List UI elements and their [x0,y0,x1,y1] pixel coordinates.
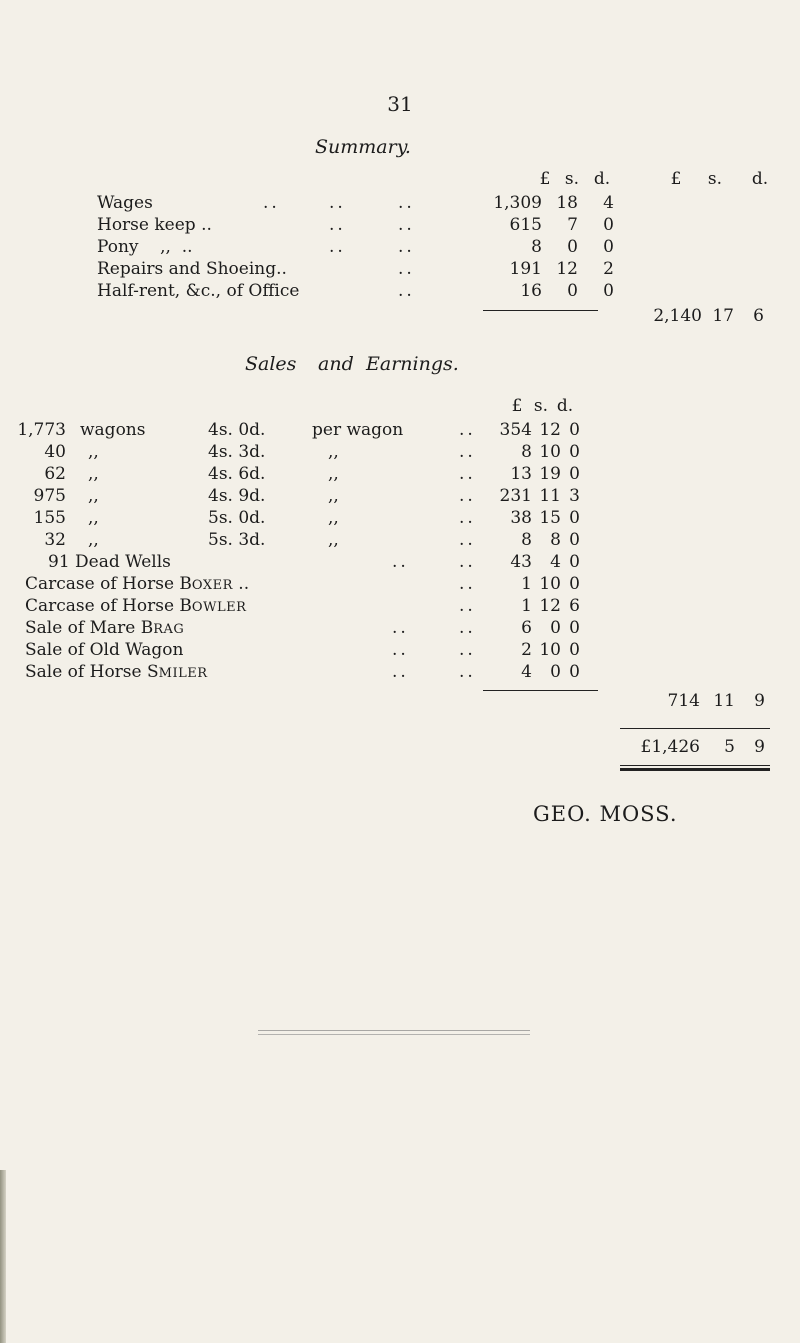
summary-pounds: 8 [531,237,542,257]
wagon-price: 4s. 0d. [208,420,266,440]
sales-subtotal-pence: 9 [754,691,765,711]
sales-pence: 0 [569,640,580,660]
horse-name-rest: RAG [153,622,185,637]
misc-label-text: Carcase of Horse [25,574,180,594]
summary-pence: 0 [603,281,614,301]
summary-total-pence: 6 [753,306,764,326]
ditto-mark: ,, [328,486,339,506]
wagon-count: 975 [33,486,66,506]
page-number: 31 [387,92,413,116]
sales-pounds: 354 [499,420,532,440]
sales-pounds: 1 [521,574,532,594]
horse-name-initial: S [147,662,159,682]
summary-total-shillings: 17 [712,306,734,326]
wagon-per: per wagon [312,420,404,440]
leader-dots: .. [459,662,476,682]
horse-name-initial: B [140,618,154,638]
leader-dots: .. [398,259,415,279]
sales-shillings: 4 [550,552,561,572]
ditto-mark: ,, [88,486,99,506]
horse-name-rest: OWLER [191,600,247,615]
ditto-mark: ,, [328,530,339,550]
wagon-price: 4s. 6d. [208,464,266,484]
leader-dots: .. [459,508,476,528]
summary-row-label: Repairs and Shoeing.. [97,259,287,279]
summary-row-label: Wages [97,193,153,213]
wagon-count: 32 [44,530,66,550]
grand-total-rule [620,728,770,729]
summary-row-label: Pony ,, .. [97,237,193,257]
summary-header-pence: d. [593,169,611,189]
summary-total-header-pence: d. [751,169,769,189]
sales-rule [483,690,598,691]
stray-rule [258,1030,530,1031]
sales-shillings: 12 [539,420,561,440]
sales-pounds: 8 [521,442,532,462]
sales-pence: 0 [569,618,580,638]
summary-total-header-shillings: s. [707,169,723,189]
sales-shillings: 10 [539,574,561,594]
sales-pounds: 2 [521,640,532,660]
summary-pence: 0 [603,215,614,235]
misc-label-dots: .. [232,574,250,594]
leader-dots: .. [392,552,409,572]
sales-shillings: 0 [550,618,561,638]
summary-pounds: 191 [509,259,542,279]
leader-dots: .. [398,193,415,213]
misc-label-text: Sale of Mare [25,618,141,638]
sales-title-word: and [318,353,354,375]
leader-dots: .. [459,596,476,616]
wagon-count: 62 [44,464,66,484]
sales-shillings: 19 [539,464,561,484]
summary-pounds: 1,309 [493,193,542,213]
summary-row-label: Horse keep .. [97,215,212,235]
grand-total-shillings: 5 [724,737,735,757]
ditto-mark: ,, [328,442,339,462]
summary-header-pounds: £ [539,169,551,189]
stray-rule [258,1034,530,1035]
summary-pence: 4 [603,193,614,213]
grand-total-double-rule [620,768,770,771]
ditto-mark: ,, [328,464,339,484]
sales-pounds: 8 [521,530,532,550]
sales-pounds: 38 [510,508,532,528]
leader-dots: .. [459,574,476,594]
sales-pounds: 1 [521,596,532,616]
leader-dots: .. [329,215,346,235]
leader-dots: .. [459,442,476,462]
sales-title-word: Earnings. [366,353,459,375]
misc-label [25,618,184,638]
sales-subtotal-shillings: 11 [713,691,735,711]
summary-pence: 0 [603,237,614,257]
ditto-mark: ,, [88,464,99,484]
sales-pence: 0 [569,442,580,462]
misc-label-text: Sale of Horse [25,662,147,682]
sales-shillings: 10 [539,442,561,462]
sales-header-shillings: s. [533,396,549,416]
ditto-mark: ,, [88,442,99,462]
sales-pence: 0 [569,574,580,594]
sales-shillings: 11 [539,486,561,506]
summary-shillings: 18 [556,193,578,213]
summary-header-shillings: s. [564,169,580,189]
sales-pence: 0 [569,464,580,484]
sales-pence: 3 [569,486,580,506]
leader-dots: .. [329,193,346,213]
leader-dots: .. [459,486,476,506]
leader-dots: .. [459,420,476,440]
horse-name-initial: B [179,596,192,616]
misc-label [25,662,208,682]
misc-label-text: Carcase of Horse [25,596,180,616]
summary-total-pounds: 2,140 [653,306,702,326]
leader-dots: .. [398,237,415,257]
wagon-count: 155 [33,508,66,528]
sales-pence: 0 [569,420,580,440]
misc-label: Sale of Old Wagon [25,640,184,660]
leader-dots: .. [392,640,409,660]
summary-pence: 2 [603,259,614,279]
leader-dots: .. [392,618,409,638]
sales-pence: 0 [569,552,580,572]
summary-row-label: Half-rent, &c., of Office [97,281,300,301]
summary-rule [483,310,598,311]
wagon-price: 5s. 3d. [208,530,266,550]
leader-dots: .. [459,530,476,550]
signature: GEO. MOSS. [533,802,678,826]
leader-dots: .. [392,662,409,682]
misc-label [25,574,249,594]
summary-title: Summary. [315,136,411,158]
sales-pence: 6 [569,596,580,616]
wagon-count: 1,773 [17,420,66,440]
leader-dots: .. [459,640,476,660]
sales-shillings: 0 [550,662,561,682]
horse-name-initial: B [179,574,192,594]
sales-shillings: 8 [550,530,561,550]
ditto-mark: ,, [328,508,339,528]
summary-shillings: 12 [556,259,578,279]
sales-pence: 0 [569,508,580,528]
sales-pounds: 6 [521,618,532,638]
sales-pounds: 13 [510,464,532,484]
horse-name-rest: MILER [158,666,208,681]
leader-dots: .. [329,237,346,257]
grand-total-pounds: £1,426 [640,737,700,757]
sales-shillings: 10 [539,640,561,660]
leader-dots: .. [398,215,415,235]
sales-pounds: 4 [521,662,532,682]
summary-pounds: 615 [509,215,542,235]
sales-header-pence: d. [556,396,574,416]
sales-pounds: 231 [499,486,532,506]
summary-total-header-pounds: £ [670,169,682,189]
sales-shillings: 12 [539,596,561,616]
misc-label [25,596,246,616]
ditto-mark: ,, [88,508,99,528]
sales-header-pounds: £ [511,396,523,416]
leader-dots: .. [398,281,415,301]
grand-total-double-rule-thin [620,765,770,766]
wagon-price: 5s. 0d. [208,508,266,528]
summary-shillings: 7 [567,215,578,235]
summary-shillings: 0 [567,281,578,301]
leader-dots: .. [459,618,476,638]
wagon-price: 4s. 3d. [208,442,266,462]
wagon-label: wagons [80,420,146,440]
ditto-mark: ,, [88,530,99,550]
sales-subtotal-pounds: 714 [667,691,700,711]
wagon-price: 4s. 9d. [208,486,266,506]
leader-dots: .. [263,193,280,213]
sales-title-word: Sales [245,353,297,375]
sales-pence: 0 [569,662,580,682]
sales-shillings: 15 [539,508,561,528]
summary-pounds: 16 [520,281,542,301]
page-edge-shadow [0,1170,6,1343]
leader-dots: .. [459,552,476,572]
summary-shillings: 0 [567,237,578,257]
grand-total-pence: 9 [754,737,765,757]
horse-name-rest: OXER [191,578,233,593]
leader-dots: .. [459,464,476,484]
misc-label: 91 Dead Wells [48,552,171,572]
sales-pence: 0 [569,530,580,550]
sales-pounds: 43 [510,552,532,572]
wagon-count: 40 [44,442,66,462]
